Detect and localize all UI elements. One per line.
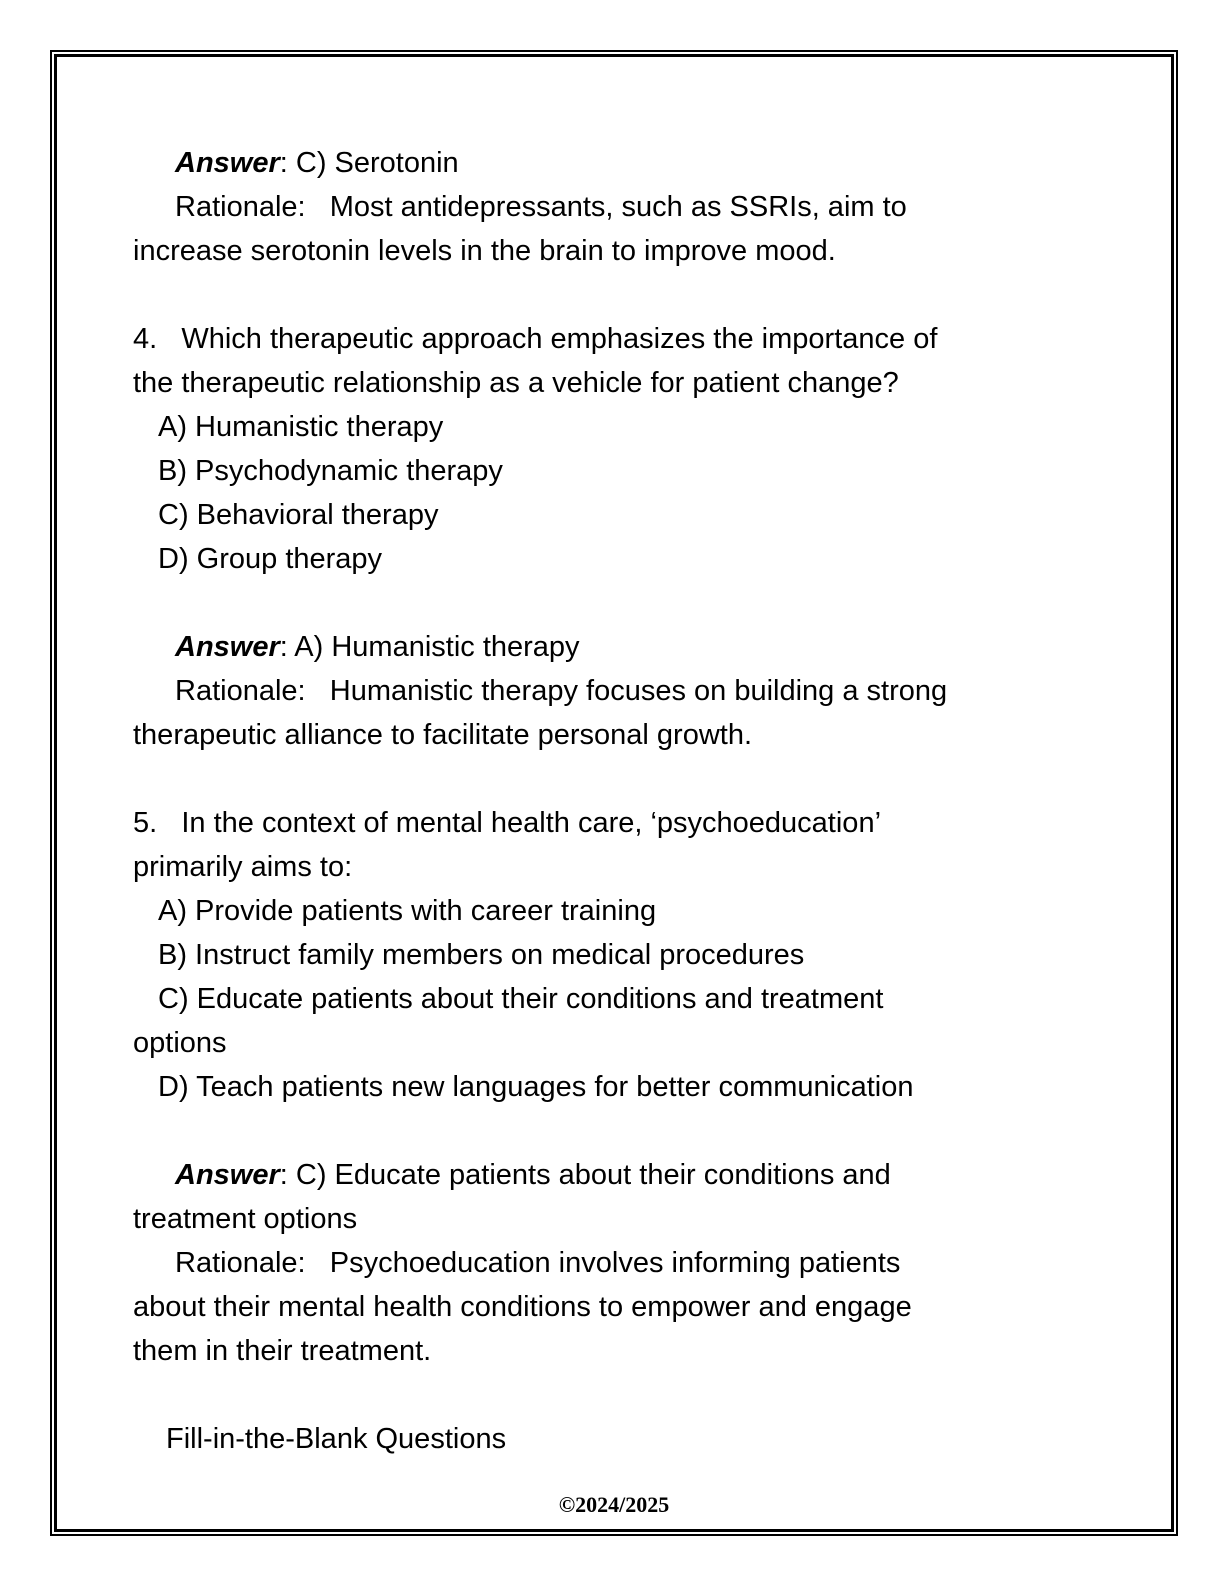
option-line: B) Instruct family members on medical procedures [158, 939, 805, 971]
answer-text: : C) Educate patients about their conditions and [279, 1159, 891, 1191]
option-line: A) Provide patients with career training [158, 895, 657, 927]
continuation-line: about their mental health conditions to empower and engage [133, 1291, 912, 1323]
answer-label: Answer [175, 147, 280, 179]
blank-line [133, 757, 1143, 801]
answer-text: : A) Humanistic therapy [279, 631, 580, 663]
answer-line [133, 1153, 1143, 1197]
continuation-line: primarily aims to: [133, 851, 353, 883]
continuation-line: therapeutic alliance to facilitate personal growth. [133, 719, 753, 751]
answer-line [133, 141, 1143, 185]
question-line: 5. In the context of mental health care, ‘psychoeducation’ [133, 807, 882, 839]
continuation-line: treatment options [133, 1203, 358, 1235]
answer-line [133, 625, 1143, 669]
option-line: C) Behavioral therapy [158, 499, 439, 531]
blank-line [133, 1373, 1143, 1417]
option-line: A) Humanistic therapy [158, 411, 444, 443]
document-content [133, 141, 1143, 1461]
rationale-line: Rationale: Most antidepressants, such as SSRIs, aim to [175, 191, 907, 223]
continuation-line: increase serotonin levels in the brain to improve mood. [133, 235, 836, 267]
rationale-line: Rationale: Humanistic therapy focuses on building a strong [175, 675, 948, 707]
option-line: D) Teach patients new languages for better communication [158, 1071, 914, 1103]
continuation-line: the therapeutic relationship as a vehicle for patient change? [133, 367, 899, 399]
answer-label: Answer [175, 1159, 280, 1191]
option-line: D) Group therapy [158, 543, 383, 575]
option-line: C) Educate patients about their conditions and treatment [158, 983, 884, 1015]
blank-line [133, 273, 1143, 317]
rationale-line: Rationale: Psychoeducation involves informing patients [175, 1247, 901, 1279]
continuation-line: options [133, 1027, 227, 1059]
answer-text: : C) Serotonin [279, 147, 459, 179]
footer-copyright: ©2024/2025 [558, 1492, 670, 1517]
option-line: B) Psychodynamic therapy [158, 455, 503, 487]
question-line: 4. Which therapeutic approach emphasizes the importance of [133, 323, 938, 355]
answer-label: Answer [175, 631, 280, 663]
heading-line: Fill-in-the-Blank Questions [166, 1423, 507, 1455]
blank-line [133, 1109, 1143, 1153]
blank-line [133, 581, 1143, 625]
continuation-line: them in their treatment. [133, 1335, 432, 1367]
